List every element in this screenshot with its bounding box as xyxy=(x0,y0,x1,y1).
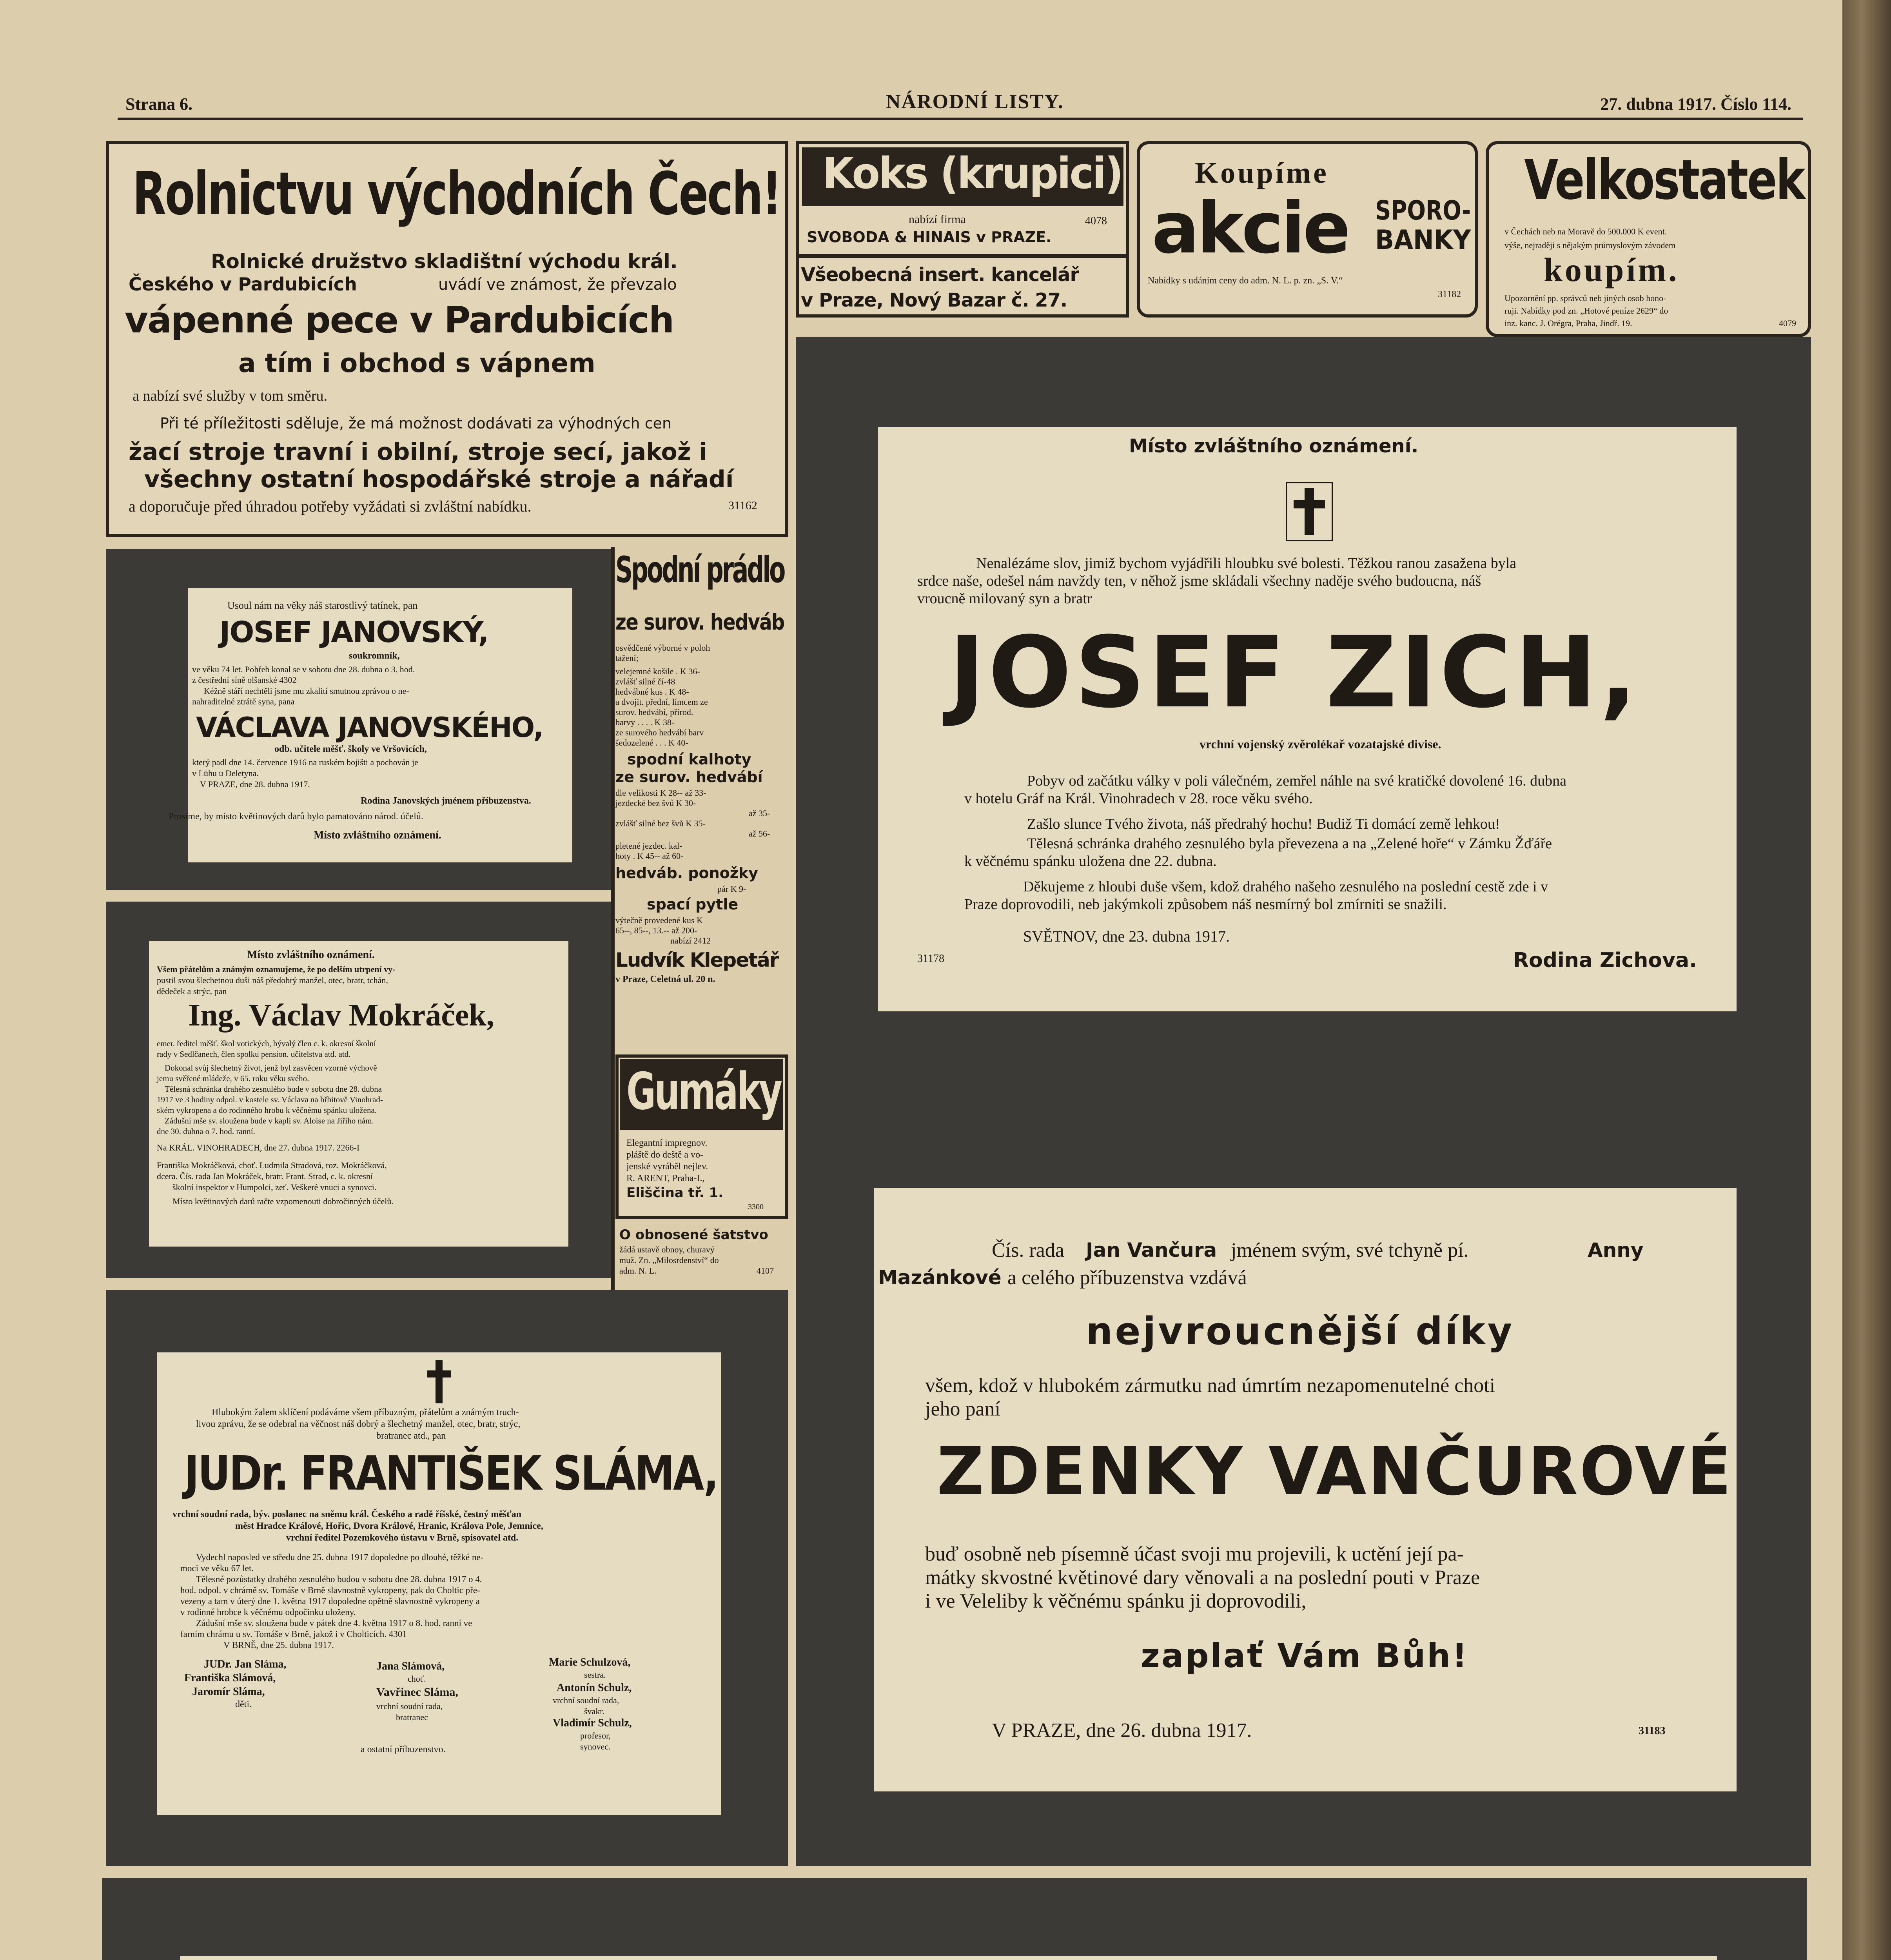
mokracek-l5: emer. ředitel měšť. škol votických, bývalý člen c. k. okresní školní xyxy=(157,1039,376,1048)
velkostatek-code: 4079 xyxy=(1779,318,1796,328)
slama-l4: vrchní soudní rada, býv. poslanec na sněmu král. Českého a radě říšské, čestný měšťan xyxy=(172,1509,522,1519)
pradlo-l4: zvlášť silné čí-48 xyxy=(615,677,675,686)
slama-l11: vezeny a tam v úterý dne 1. května 1917 dopoledne opětně slavnostně vykropeny a xyxy=(180,1596,480,1606)
slama-s2a: Jana Slámová, xyxy=(376,1660,445,1672)
mokracek-l17: školní inspektor v Humpolci, zeť. Veškeré vnuci a synovci. xyxy=(172,1182,377,1192)
zich-name: JOSEF ZICH, xyxy=(949,615,1641,730)
vancura-big: nejvroucnější díky xyxy=(1086,1309,1515,1353)
issue-date: 27. dubna 1917. Číslo 114. xyxy=(1600,94,1791,114)
janovsky-name: JOSEF JANOVSKÝ, xyxy=(220,615,488,649)
vancura-l1d: Anny xyxy=(1588,1239,1644,1261)
zich-role: vrchní vojenský zvěrolékař vozatajské divise. xyxy=(1200,737,1441,751)
satstvo-l3: adm. N. L. xyxy=(619,1266,657,1276)
janovsky-l9: Rodina Janovských jménem příbuzenstva. xyxy=(361,796,531,806)
koks-sub: nabízí firma xyxy=(909,213,966,226)
janovsky-role2: odb. učitele měšť. školy ve Vršovicích, xyxy=(274,744,427,754)
slama-l5: měst Hradce Králové, Hořic, Dvora Králové, Hranic, Králova Pole, Jemnice, xyxy=(235,1521,543,1531)
pradlo-h1: spodní kalhoty xyxy=(627,751,751,768)
mokracek-name: Ing. Václav Mokráček, xyxy=(188,998,494,1033)
ad-rolnictvu-line6: Při té příležitosti sděluje, že má možnost dodávati za výhodných cen xyxy=(160,415,672,432)
vancura-l7: i ve Veleliby k věčnému spánku ji doprovodili, xyxy=(925,1590,1307,1612)
slama-s1c: Jaromír Sláma, xyxy=(192,1686,265,1698)
mokracek-l18: Místo květinových darů račte vzpomenouti dobročinných účelů. xyxy=(172,1196,394,1206)
slama-s4: a ostatní příbuzenstvo. xyxy=(361,1744,446,1755)
ad-rolnictvu-line8: všechny ostatní hospodářské stroje a nářadí xyxy=(144,466,734,493)
velkostatek-l4: ruji. Nabídky pod zn. „Hotové peníze 2629“ do xyxy=(1504,306,1668,316)
koks-num: 4078 xyxy=(1085,215,1107,227)
pradlo-l14: zvlášť silné bez švů K 35- xyxy=(615,818,706,828)
velkostatek-l5: inz. kanc. J. Orégra, Praha, Jindř. 19. xyxy=(1504,318,1632,328)
zich-l3: vroucně milovaný syn a bratr xyxy=(917,590,1092,607)
satstvo-title: O obnosené šatstvo xyxy=(619,1227,768,1243)
pradlo-l7: surov. hedvábí, přírod. xyxy=(615,707,693,717)
ad-rolnictvu-code: 31162 xyxy=(728,499,757,512)
velkostatek-title: Velkostatek xyxy=(1524,148,1804,212)
ad-koks xyxy=(796,141,1129,318)
zich-l8: k věčnému spánku uložena dne 22. dubna. xyxy=(964,853,1217,869)
pradlo-l13: až 35- xyxy=(749,808,770,818)
slama-s2e: bratranec xyxy=(396,1712,428,1722)
janovsky-l1: Usoul nám na věky náš starostlivý tatínek, pan xyxy=(227,600,418,611)
ad-rolnictvu xyxy=(106,141,788,537)
pradlo-l15: až 56- xyxy=(749,829,770,838)
gumaky-l6: 3300 xyxy=(748,1203,764,1211)
zich-sign: Rodina Zichova. xyxy=(1513,949,1697,972)
mokracek-l12: Zádušní mše sv. sloužena bude v kapli sv. Aloise na Jiřího nám. xyxy=(165,1116,374,1125)
cross-icon xyxy=(425,1360,453,1403)
newspaper-title: NÁRODNÍ LISTY. xyxy=(886,91,1064,113)
vancura-place: V PRAZE, dne 26. dubna 1917. xyxy=(992,1719,1252,1742)
zich-l4: Pobyv od začátku války v poli válečném, zemřel náhle na své kratičké dovolené 16. dubna xyxy=(1027,773,1566,789)
slama-s3g: profesor, xyxy=(580,1731,611,1740)
page-header xyxy=(125,90,1842,118)
ad-velkostatek xyxy=(1486,141,1811,337)
slama-s3b: sestra. xyxy=(584,1670,606,1680)
mokracek-l2: Všem přátelům a známým oznamujeme, že po delším utrpení vy- xyxy=(157,964,396,974)
slama-s2b: choť. xyxy=(408,1674,426,1684)
slama-l10: hod. odpol. v chrámě sv. Tomáše v Brně slavnostně vykropeny, pak do Choltic pře- xyxy=(180,1585,480,1595)
mokracek-l13: dne 30. dubna o 7. hod. ranní. xyxy=(157,1127,255,1136)
velkostatek-l3: Upozornění pp. správců neb jiných osob hono- xyxy=(1504,293,1666,303)
slama-l13: Zádušní mše sv. sloužena bude v pátek dne 4. května 1917 o 8. hod. ranní ve xyxy=(196,1618,472,1628)
slama-s3a: Marie Schulzová, xyxy=(549,1656,631,1668)
slama-s3h: synovec. xyxy=(580,1742,611,1751)
janovsky-role: soukromník, xyxy=(349,651,400,661)
pradlo-l20: 65--, 85--, 13.-- až 200- xyxy=(615,926,697,935)
zich-head: Místo zvláštního oznámení. xyxy=(1129,435,1419,457)
vancura-l6: mátky skvostné květinové dary věnovali a na poslední pouti v Praze xyxy=(925,1566,1480,1589)
pradlo-l10: šedozelené . . . K 40- xyxy=(615,738,688,748)
janovsky-l7: v Lühu u Deletyna. xyxy=(192,768,259,778)
janovsky-name2: VÁCLAVA JANOVSKÉHO, xyxy=(196,711,543,744)
mokracek-l6: rady v Sedlčanech, člen spolku pension. učitelstva atd. atd. xyxy=(157,1049,351,1059)
frame-wagner xyxy=(102,1878,1807,1960)
ad-rolnictvu-headline: Rolnictvu východních Čech! xyxy=(132,160,781,228)
pradlo-l16: pletené jezdec. kal- xyxy=(615,841,682,851)
header-rule xyxy=(118,118,1803,120)
pradlo-l3: velejemné košile . K 36- xyxy=(615,666,700,676)
janovsky-l10: Prosíme, by místo květinových darů bylo pamatováno národ. účelů. xyxy=(169,811,423,822)
slama-l8: moci ve věku 67 let. xyxy=(180,1563,254,1573)
pradlo-h2: ze surov. hedvábí xyxy=(615,768,763,786)
slama-name: JUDr. FRANTIŠEK SLÁMA, xyxy=(184,1446,718,1501)
slama-s2d: vrchní soudní rada, xyxy=(376,1701,443,1711)
pradlo-h3: hedváb. ponožky xyxy=(615,864,758,882)
pradlo-l18: pár K 9- xyxy=(717,884,746,894)
pradlo-l9: ze surového hedvábí barv xyxy=(615,728,704,737)
slama-l14: farním chrámu u sv. Tomáše v Brně, jakož i v Cholticích. 4301 xyxy=(180,1629,407,1639)
zich-l6: Zašlo slunce Tvého života, náš předrahý hochu! Budiž Ti domácí země lehkou! xyxy=(1027,816,1500,832)
gumaky-title: Gumáky xyxy=(626,1062,781,1121)
vancura-l2b: a celého příbuzenstva vzdává xyxy=(1007,1267,1247,1289)
akcie-code: 31182 xyxy=(1438,289,1461,299)
mokracek-l10: 1917 ve 3 hodiny odpol. v kostele sv. Václava na hřbitově Vinohrad- xyxy=(157,1095,383,1104)
obit-zich xyxy=(878,427,1737,1011)
pradlo-l5: hedvábné kus . K 48- xyxy=(615,687,689,697)
mokracek-l9: Tělesná schránka drahého zesnulého bude v sobotu dne 28. dubna xyxy=(165,1084,382,1094)
vancura-code: 31183 xyxy=(1639,1725,1666,1737)
akcie-small: Nabídky s udáním ceny do adm. N. L. p. zn. „S. V.“ xyxy=(1148,276,1343,286)
book-edge xyxy=(1842,0,1891,1960)
zich-l5: v hotelu Gráf na Král. Vinohradech v 28. roce věku svého. xyxy=(964,790,1313,807)
ad-rolnictvu-line4: a tím i obchod s vápnem xyxy=(238,348,595,378)
gumaky-l2: pláště do deště a vo- xyxy=(626,1150,703,1160)
ad-rolnictvu-line3: vápenné pece v Pardubicích xyxy=(125,299,674,341)
velkostatek-l2: výše, nejraději s nějakým průmyslovým závodem xyxy=(1504,240,1676,250)
slama-s3c: Antonín Schulz, xyxy=(557,1682,632,1694)
janovsky-l4: Kéžně stáří nechtěli jsme mu zkalití smutnou zprávou o ne- xyxy=(204,686,409,696)
pradlo-l11: dle velikosti K 28-- až 33- xyxy=(615,788,706,798)
vancura-l1b: Jan Vančura xyxy=(1086,1239,1217,1261)
koks-insert2: v Praze, Nový Bazar č. 27. xyxy=(801,289,1067,311)
slama-s3f: Vladimír Schulz, xyxy=(553,1717,632,1729)
slama-s1d: děti. xyxy=(235,1699,252,1710)
mokracek-l15: Františka Mokráčková, choť. Ludmila Stradová, roz. Mokráčková, xyxy=(157,1160,387,1170)
pradlo-title: Spodní prádlo xyxy=(615,549,784,591)
pradlo-firm: Ludvík Klepetář xyxy=(615,949,779,971)
obit-mokracek xyxy=(149,941,568,1247)
pradlo-l19: výtečně provedené kus K xyxy=(615,915,703,925)
akcie-big: akcie xyxy=(1152,187,1348,269)
ad-pradlo xyxy=(615,549,788,1054)
mokracek-l14: Na KRÁL. VINOHRADECH, dne 27. dubna 1917. 2266-I xyxy=(157,1143,360,1152)
ad-satstvo xyxy=(615,1227,788,1290)
page-number: Strana 6. xyxy=(125,94,193,114)
akcie-top: Koupíme xyxy=(1195,156,1329,189)
ad-gumaky xyxy=(615,1054,788,1219)
pradlo-h4: spací pytle xyxy=(647,896,739,913)
koks-divider xyxy=(799,254,1126,258)
zich-l2: srdce naše, odešel nám navždy ten, v něhož jsme skládali všechny naděje svého budoucna, náš xyxy=(917,573,1481,589)
janovsky-l5: nahraditelné ztrátě syna, pana xyxy=(192,697,295,706)
ad-rolnictvu-line9: a doporučuje před úhradou potřeby vyžádati si zvláštní nabídku. xyxy=(129,497,532,515)
pradlo-l21: nabízí 2412 xyxy=(670,936,711,946)
pradlo-l6: a dvojit. přední, límcem ze xyxy=(615,697,708,707)
janovsky-l2: ve věku 74 let. Pohřeb konal se v sobotu dne 28. dubna o 3. hod. xyxy=(192,664,415,674)
zich-l1: Nenalézáme slov, jimiž bychom vyjádřili hloubku své bolesti. Těžkou ranou zasažena byla xyxy=(976,555,1517,572)
mokracek-l11: ském vykropena a do rodinného hrobu k věčnému spánku uložena. xyxy=(157,1105,377,1115)
ad-rolnictvu-line2b: uvádí ve známost, že převzalo xyxy=(438,276,677,294)
slama-s3d: vrchní soudní rada, xyxy=(553,1695,619,1705)
vancura-name: ZDENKY VANČUROVÉ xyxy=(937,1433,1733,1510)
slama-l3: bratranec atd., pan xyxy=(376,1431,446,1441)
slama-l2: livou zprávu, že se odebral na věčnost náš dobrý a šlechetný manžel, otec, bratr, strýc, xyxy=(196,1419,521,1429)
vancura-l5: buď osobně neb písemně účast svoji mu projevili, k uctění její pa- xyxy=(925,1543,1464,1565)
satstvo-code: 4107 xyxy=(757,1266,774,1276)
slama-s2c: Vavřinec Sláma, xyxy=(376,1686,458,1699)
ad-rolnictvu-line5: a nabízí své služby v tom směru. xyxy=(132,388,328,404)
mokracek-l8: jemu svěřené mládeže, v 65. roku věku svého. xyxy=(157,1074,309,1083)
mokracek-l16: dcera. Čís. rada Jan Mokráček, bratr. Frant. Strad, c. k. okresní xyxy=(157,1171,373,1181)
slama-l7: Vydechl naposled ve středu dne 25. dubna 1917 dopoledne po dlouhé, těžké ne- xyxy=(196,1552,484,1562)
slama-l6: vrchní ředitel Pozemkového ústavu v Brně, spisovatel atd. xyxy=(286,1533,519,1543)
slama-s1b: Františka Slámová, xyxy=(184,1672,276,1684)
vancura-close: zaplať Vám Bůh! xyxy=(1141,1637,1469,1675)
satstvo-l1: žádá ustavě obnoy, churavý xyxy=(619,1245,715,1254)
gumaky-l3: jenské vyráběl nejlev. xyxy=(626,1161,708,1172)
pradlo-l2: tažení; xyxy=(615,653,639,663)
obit-slama xyxy=(157,1352,721,1815)
satstvo-l2: muž. Zn. „Milosrdenství“ do xyxy=(619,1255,719,1265)
velkostatek-big: koupím. xyxy=(1544,251,1679,289)
gumaky-l4: R. ARENT, Praha-I., xyxy=(626,1173,705,1183)
mokracek-l3: pustil svou šlechetnou duši náš předobrý manžel, otec, bratr, tchán, xyxy=(157,975,388,985)
slama-s3e: švakr. xyxy=(584,1706,604,1716)
zich-l7: Tělesná schránka drahého zesnulého byla převezena a na „Zelené hoře“ v Zámku Žďáře xyxy=(1027,835,1552,852)
vancura-l3: všem, kdož v hlubokém zármutku nad úmrtím nezapomenutelné choti xyxy=(925,1374,1495,1397)
janovsky-l3: z čestřední síně olšanské 4302 xyxy=(192,675,297,685)
column-rule xyxy=(611,547,615,1292)
zich-code: 31178 xyxy=(917,953,944,965)
thanks-wagner xyxy=(180,1956,1717,1960)
pradlo-l1: osvědčené výborné v poloh xyxy=(615,643,710,653)
velkostatek-l1: v Čechách neb na Moravě do 500.000 K event. xyxy=(1504,227,1667,236)
akcie-side1: SPORO- xyxy=(1375,195,1471,226)
gumaky-l5: Eliščina tř. 1. xyxy=(626,1185,724,1201)
cross-icon xyxy=(1286,482,1333,541)
ad-rolnictvu-line2a: Českého v Pardubicích xyxy=(129,274,357,295)
slama-l15: V BRNĚ, dne 25. dubna 1917. xyxy=(223,1640,334,1650)
vancura-l4: jeho paní xyxy=(925,1398,1001,1420)
ad-rolnictvu-line1: Rolnické družstvo skladištní východu král. xyxy=(211,250,678,273)
pradlo-l17: hoty . K 45-- až 60- xyxy=(615,851,684,861)
zich-l11: SVĚTNOV, dne 23. dubna 1917. xyxy=(1023,927,1230,945)
koks-title: Koks (krupici) xyxy=(822,148,1122,198)
vancura-l2a: Mazánkové xyxy=(878,1266,1002,1289)
vancura-l1a: Čís. rada xyxy=(992,1239,1064,1261)
mokracek-l7: Dokonal svůj šlechetný život, jenž byl zasvěcen vzorné výchově xyxy=(165,1063,377,1073)
koks-insert1: Všeobecná insert. kancelář xyxy=(801,264,1079,286)
slama-l1: Hlubokým žalem sklíčení podáváme všem příbuzným, přátelům a známým truch- xyxy=(212,1407,519,1417)
pradlo-sub: ze surov. hedváb xyxy=(615,610,784,635)
zich-l9: Děkujeme z hloubi duše všem, kdož drahého našeho zesnulého na poslední cestě zde i v xyxy=(1023,878,1548,895)
thanks-vancura xyxy=(874,1188,1737,1791)
pradlo-l8: barvy . . . . K 38- xyxy=(615,717,675,727)
mokracek-l4: dědeček a strýc, pan xyxy=(157,986,227,996)
zich-l10: Praze doprovodili, neb jakýmkoli způsobem náš nesmírný bol zmírniti se snažili. xyxy=(964,896,1447,913)
pradlo-l12: jezdecké bez švů K 30- xyxy=(615,798,696,808)
ad-akcie xyxy=(1137,141,1478,318)
pradlo-addr: v Praze, Celetná ul. 20 n. xyxy=(615,974,715,984)
koks-firm: SVOBODA & HINAIS v PRAZE. xyxy=(807,229,1052,246)
janovsky-l11: Místo zvláštního oznámení. xyxy=(314,829,441,841)
mokracek-l1: Místo zvláštního oznámení. xyxy=(247,949,375,961)
akcie-side2: BANKY xyxy=(1375,225,1471,256)
gumaky-l1: Elegantní impregnov. xyxy=(626,1138,708,1148)
janovsky-l6: který padl dne 14. července 1916 na ruském bojišti a pochován je xyxy=(192,757,418,767)
ad-rolnictvu-line7: žací stroje travní i obilní, stroje secí, jakož i xyxy=(129,438,708,466)
vancura-l1c: jménem svým, své tchyně pí. xyxy=(1231,1239,1469,1261)
slama-l9: Tělesné pozůstatky drahého zesnulého budou v sobotu dne 28. dubna 1917 o 4. xyxy=(196,1574,482,1584)
slama-s1a: JUDr. Jan Sláma, xyxy=(204,1658,287,1670)
janovsky-l8: V PRAZE, dne 28. dubna 1917. xyxy=(200,779,310,789)
slama-l12: v rodinné hrobce k věčnému odpočinku uloženy. xyxy=(180,1607,356,1617)
obit-janovsky xyxy=(169,588,572,862)
